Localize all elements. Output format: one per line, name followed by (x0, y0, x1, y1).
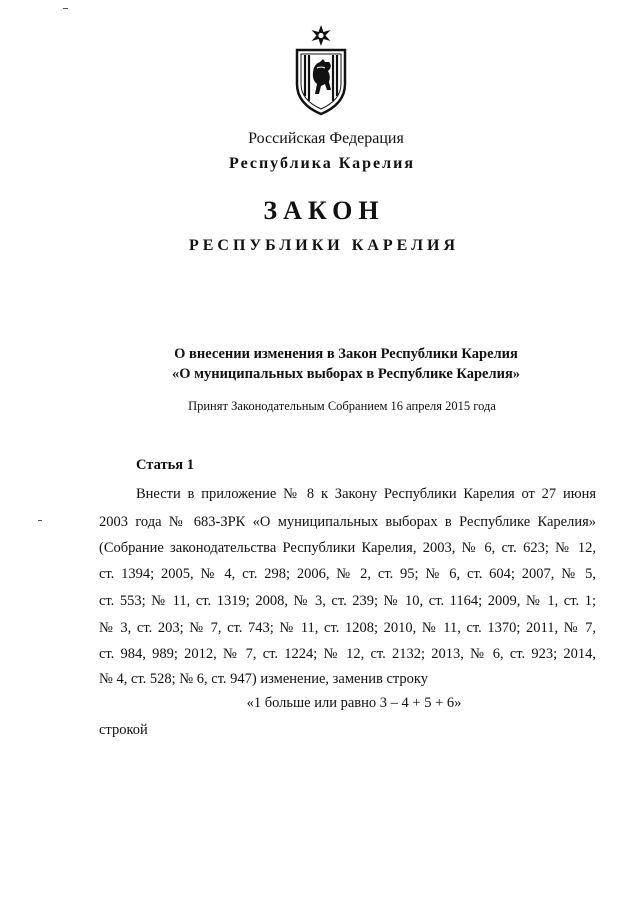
republic-line: Республика Карелия (229, 155, 415, 172)
article-text-line: Внести в приложение № 8 к Закону Республики Карелия от 27 июня (136, 486, 596, 502)
document-title-line-1: О внесении изменения в Закон Республики Карелия (174, 346, 518, 362)
document-title-line-2: «О муниципальных выборах в Республике Карелия» (171, 366, 521, 382)
article-text-line: ст. 984, 989; 2012, № 7, ст. 1224; № 12, ст. 2132; 2013, № 6, ст. 923; 2014, (99, 646, 596, 662)
coat-of-arms-icon (292, 24, 350, 116)
adoption-note: Принят Законодательным Собранием 16 апреля 2015 года (188, 399, 496, 413)
article-text-line: 2003 года № 683-ЗРК «О муниципальных выборах в Республике Карелия» (99, 514, 596, 530)
article-text-line: (Собрание законодательства Республики Карелия, 2003, № 6, ст. 623; № 12, (99, 540, 596, 556)
article-text-line: № 3, ст. 203; № 7, ст. 743; № 11, ст. 1208; 2010, № 11, ст. 1370; 2011, № 7, (99, 620, 596, 636)
law-title: ЗАКОН (263, 196, 385, 225)
federation-line: Российская Федерация (248, 130, 404, 147)
article-text-line: ст. 1394; 2005, № 4, ст. 298; 2006, № 2, ст. 95; № 6, ст. 604; 2007, № 5, (99, 566, 596, 582)
article-heading: Статья 1 (136, 457, 194, 473)
scan-speck (63, 8, 68, 9)
replacement-word: строкой (99, 722, 148, 738)
law-subtitle: РЕСПУБЛИКИ КАРЕЛИЯ (188, 237, 460, 254)
article-text-line: ст. 553; № 11, ст. 1319; 2008, № 3, ст. 239; № 10, ст. 1164; 2009, № 1, ст. 1; (99, 593, 596, 609)
quoted-row: «1 больше или равно 3 – 4 + 5 + 6» (246, 695, 462, 711)
article-text-line: № 4, ст. 528; № 6, ст. 947) изменение, заменив строку (99, 671, 428, 687)
scan-speck (38, 520, 42, 521)
